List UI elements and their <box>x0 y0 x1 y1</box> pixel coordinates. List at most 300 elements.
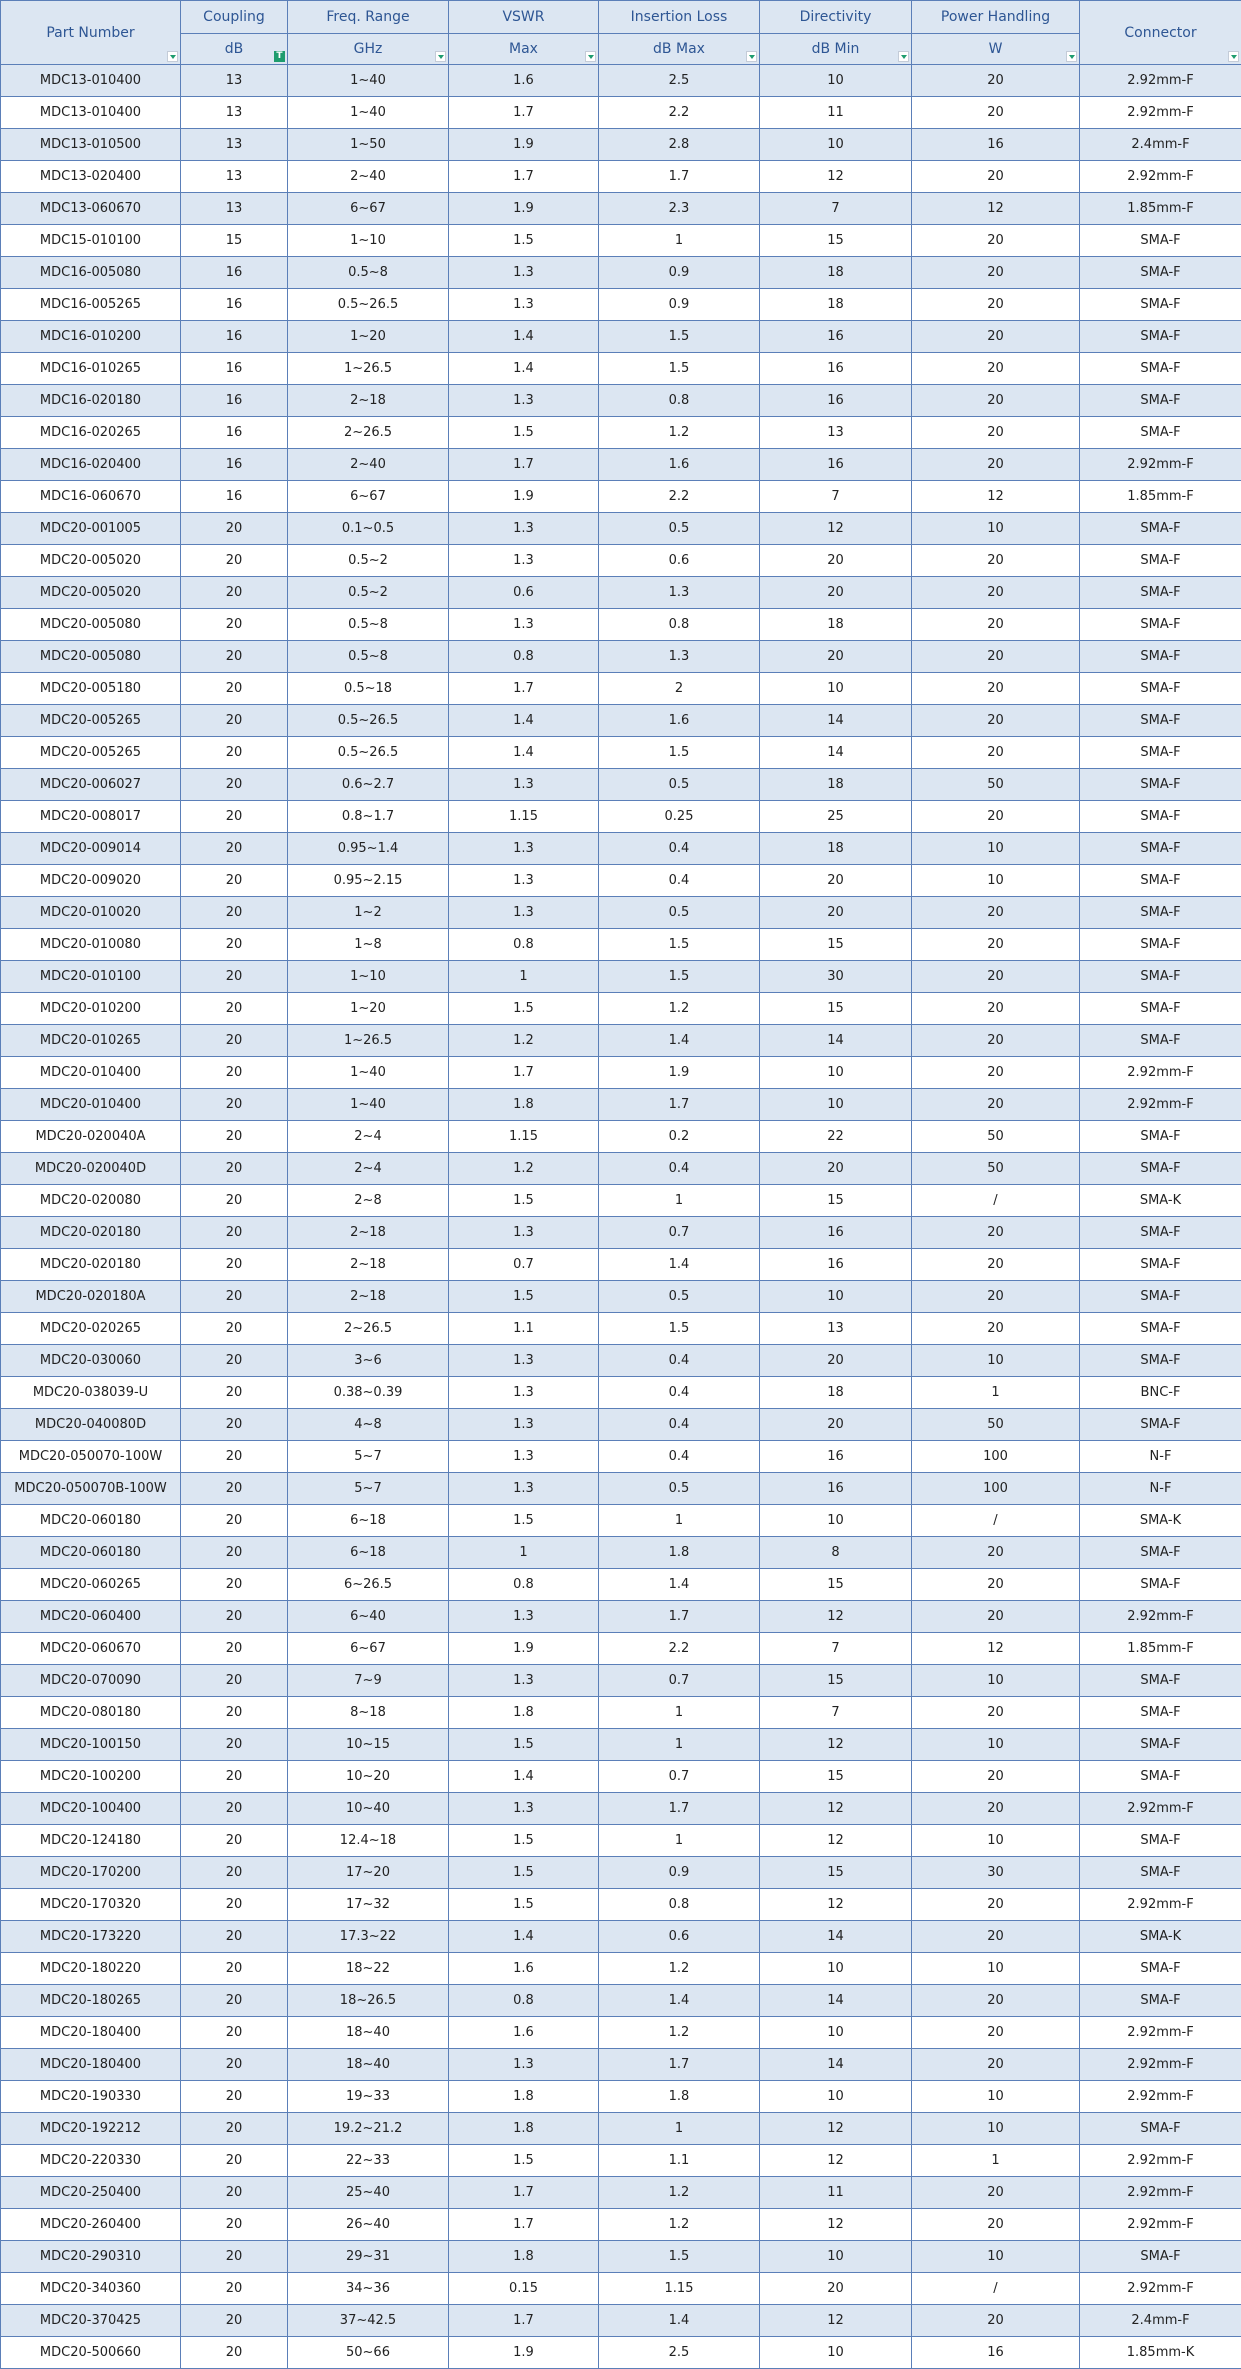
table-row <box>1 737 1241 769</box>
cell-directivity: 13 <box>760 1313 912 1345</box>
cell-vswr: 1.8 <box>449 2081 599 2113</box>
cell-connector: 2.92mm-F <box>1080 2273 1241 2305</box>
cell-vswr: 1.9 <box>449 481 599 513</box>
cell-power-handling: 20 <box>912 65 1080 97</box>
cell-power-handling: 20 <box>912 1569 1080 1601</box>
filter-power-handling-icon[interactable] <box>1066 51 1077 62</box>
filter-coupling-active-icon[interactable] <box>274 51 285 62</box>
cell-directivity: 20 <box>760 1153 912 1185</box>
table-row <box>1 2049 1241 2081</box>
cell-power-handling: 20 <box>912 257 1080 289</box>
cell-freq-range: 1~50 <box>288 129 449 161</box>
cell-insertion-loss: 1.4 <box>599 1569 760 1601</box>
cell-freq-range: 4~8 <box>288 1409 449 1441</box>
table-row <box>1 2145 1241 2177</box>
cell-directivity: 14 <box>760 705 912 737</box>
cell-insertion-loss: 1.5 <box>599 929 760 961</box>
cell-coupling: 20 <box>181 1249 288 1281</box>
cell-power-handling: 16 <box>912 2337 1080 2369</box>
cell-coupling: 20 <box>181 513 288 545</box>
filter-connector-icon[interactable] <box>1228 51 1239 62</box>
cell-freq-range: 10~20 <box>288 1761 449 1793</box>
cell-freq-range: 18~40 <box>288 2017 449 2049</box>
cell-insertion-loss: 0.25 <box>599 801 760 833</box>
cell-power-handling: 1 <box>912 2145 1080 2177</box>
cell-power-handling: 20 <box>912 1537 1080 1569</box>
cell-coupling: 20 <box>181 1377 288 1409</box>
cell-insertion-loss: 0.7 <box>599 1217 760 1249</box>
cell-coupling: 20 <box>181 1441 288 1473</box>
cell-directivity: 16 <box>760 1249 912 1281</box>
cell-part-number: MDC20-009014 <box>1 833 181 865</box>
cell-part-number: MDC20-060670 <box>1 1633 181 1665</box>
cell-part-number: MDC20-010020 <box>1 897 181 929</box>
cell-power-handling: 10 <box>912 1953 1080 1985</box>
cell-connector: SMA-F <box>1080 1025 1241 1057</box>
cell-part-number: MDC16-020400 <box>1 449 181 481</box>
cell-vswr: 1.4 <box>449 1761 599 1793</box>
cell-connector: SMA-F <box>1080 1345 1241 1377</box>
cell-insertion-loss: 0.5 <box>599 897 760 929</box>
cell-power-handling: 20 <box>912 1217 1080 1249</box>
cell-part-number: MDC13-010500 <box>1 129 181 161</box>
cell-coupling: 20 <box>181 2209 288 2241</box>
cell-coupling: 20 <box>181 737 288 769</box>
table-row <box>1 481 1241 513</box>
cell-insertion-loss: 0.7 <box>599 1665 760 1697</box>
table-row <box>1 225 1241 257</box>
cell-directivity: 11 <box>760 97 912 129</box>
table-row <box>1 897 1241 929</box>
cell-freq-range: 2~8 <box>288 1185 449 1217</box>
table-row <box>1 545 1241 577</box>
table-row <box>1 65 1241 97</box>
cell-insertion-loss: 1.7 <box>599 2049 760 2081</box>
cell-power-handling: 20 <box>912 1889 1080 1921</box>
cell-directivity: 15 <box>760 225 912 257</box>
header-connector-label: Connector <box>1124 24 1197 41</box>
cell-coupling: 20 <box>181 1153 288 1185</box>
cell-power-handling: 10 <box>912 1345 1080 1377</box>
cell-vswr: 1.5 <box>449 417 599 449</box>
cell-part-number: MDC20-192212 <box>1 2113 181 2145</box>
table-row <box>1 1601 1241 1633</box>
cell-coupling: 20 <box>181 2177 288 2209</box>
cell-directivity: 15 <box>760 1665 912 1697</box>
cell-freq-range: 37~42.5 <box>288 2305 449 2337</box>
cell-coupling: 20 <box>181 2337 288 2369</box>
cell-insertion-loss: 0.4 <box>599 1377 760 1409</box>
cell-vswr: 1.8 <box>449 1089 599 1121</box>
cell-freq-range: 6~67 <box>288 481 449 513</box>
cell-insertion-loss: 0.4 <box>599 833 760 865</box>
cell-insertion-loss: 1.4 <box>599 2305 760 2337</box>
cell-part-number: MDC20-010265 <box>1 1025 181 1057</box>
cell-connector: 1.85mm-F <box>1080 1633 1241 1665</box>
cell-directivity: 11 <box>760 2177 912 2209</box>
cell-part-number: MDC20-005265 <box>1 705 181 737</box>
cell-part-number: MDC20-020080 <box>1 1185 181 1217</box>
cell-connector: SMA-K <box>1080 1505 1241 1537</box>
cell-part-number: MDC13-020400 <box>1 161 181 193</box>
cell-directivity: 14 <box>760 1025 912 1057</box>
cell-insertion-loss: 1.7 <box>599 1089 760 1121</box>
cell-connector: SMA-F <box>1080 1857 1241 1889</box>
cell-part-number: MDC20-005180 <box>1 673 181 705</box>
table-row <box>1 1569 1241 1601</box>
cell-connector: SMA-F <box>1080 321 1241 353</box>
header-power-handling: Power Handling <box>912 1 1080 34</box>
header-part-number-label: Part Number <box>46 24 135 41</box>
cell-power-handling: 20 <box>912 673 1080 705</box>
cell-connector: SMA-F <box>1080 1569 1241 1601</box>
cell-vswr: 1.5 <box>449 225 599 257</box>
table-row <box>1 705 1241 737</box>
cell-connector: SMA-F <box>1080 1537 1241 1569</box>
cell-part-number: MDC16-010200 <box>1 321 181 353</box>
cell-freq-range: 2~4 <box>288 1153 449 1185</box>
unit-vswr-label: Max <box>509 41 538 57</box>
table-row <box>1 993 1241 1025</box>
cell-power-handling: 20 <box>912 961 1080 993</box>
cell-connector: 2.92mm-F <box>1080 2017 1241 2049</box>
cell-part-number: MDC20-010080 <box>1 929 181 961</box>
cell-part-number: MDC20-005080 <box>1 609 181 641</box>
unit-insertion-loss <box>599 34 760 65</box>
cell-directivity: 30 <box>760 961 912 993</box>
cell-part-number: MDC20-220330 <box>1 2145 181 2177</box>
filter-freq-range-icon[interactable] <box>435 51 446 62</box>
cell-freq-range: 0.1~0.5 <box>288 513 449 545</box>
cell-directivity: 16 <box>760 449 912 481</box>
cell-insertion-loss: 1.8 <box>599 1537 760 1569</box>
cell-part-number: MDC20-030060 <box>1 1345 181 1377</box>
cell-freq-range: 0.5~8 <box>288 257 449 289</box>
table-row <box>1 1697 1241 1729</box>
filter-directivity-icon[interactable] <box>898 51 909 62</box>
cell-freq-range: 2~18 <box>288 1281 449 1313</box>
cell-insertion-loss: 0.5 <box>599 513 760 545</box>
cell-part-number: MDC20-005265 <box>1 737 181 769</box>
cell-freq-range: 1~40 <box>288 65 449 97</box>
cell-power-handling: 20 <box>912 1601 1080 1633</box>
cell-coupling: 20 <box>181 545 288 577</box>
cell-freq-range: 1~26.5 <box>288 1025 449 1057</box>
cell-connector: 2.92mm-F <box>1080 1601 1241 1633</box>
cell-insertion-loss: 0.4 <box>599 1409 760 1441</box>
cell-vswr: 1.3 <box>449 1217 599 1249</box>
cell-vswr: 1.5 <box>449 1857 599 1889</box>
cell-directivity: 15 <box>760 1569 912 1601</box>
cell-coupling: 20 <box>181 833 288 865</box>
table-row <box>1 1345 1241 1377</box>
cell-coupling: 20 <box>181 609 288 641</box>
table-row <box>1 929 1241 961</box>
cell-freq-range: 1~20 <box>288 993 449 1025</box>
cell-power-handling: 30 <box>912 1857 1080 1889</box>
cell-part-number: MDC20-005020 <box>1 545 181 577</box>
cell-connector: SMA-F <box>1080 1409 1241 1441</box>
cell-connector: SMA-F <box>1080 2241 1241 2273</box>
cell-connector: SMA-F <box>1080 1761 1241 1793</box>
cell-insertion-loss: 1 <box>599 2113 760 2145</box>
cell-coupling: 20 <box>181 897 288 929</box>
cell-coupling: 20 <box>181 801 288 833</box>
cell-vswr: 0.15 <box>449 2273 599 2305</box>
table-row <box>1 289 1241 321</box>
cell-power-handling: 20 <box>912 1313 1080 1345</box>
cell-insertion-loss: 0.8 <box>599 1889 760 1921</box>
cell-insertion-loss: 1.4 <box>599 1025 760 1057</box>
cell-freq-range: 1~40 <box>288 1057 449 1089</box>
cell-directivity: 12 <box>760 2113 912 2145</box>
cell-coupling: 20 <box>181 1601 288 1633</box>
cell-part-number: MDC20-100200 <box>1 1761 181 1793</box>
cell-freq-range: 50~66 <box>288 2337 449 2369</box>
cell-vswr: 1.5 <box>449 993 599 1025</box>
table-row <box>1 2209 1241 2241</box>
table-row <box>1 2241 1241 2273</box>
cell-insertion-loss: 1.7 <box>599 161 760 193</box>
cell-power-handling: 20 <box>912 2305 1080 2337</box>
cell-vswr: 1.7 <box>449 2209 599 2241</box>
cell-coupling: 16 <box>181 417 288 449</box>
cell-connector: SMA-F <box>1080 1729 1241 1761</box>
table-row <box>1 1985 1241 2017</box>
cell-insertion-loss: 1.2 <box>599 1953 760 1985</box>
cell-freq-range: 1~40 <box>288 1089 449 1121</box>
cell-coupling: 16 <box>181 289 288 321</box>
cell-power-handling: 20 <box>912 577 1080 609</box>
cell-directivity: 22 <box>760 1121 912 1153</box>
cell-connector: 2.92mm-F <box>1080 2177 1241 2209</box>
table-row <box>1 1249 1241 1281</box>
cell-directivity: 10 <box>760 673 912 705</box>
cell-vswr: 1.9 <box>449 2337 599 2369</box>
cell-freq-range: 0.5~26.5 <box>288 705 449 737</box>
cell-directivity: 10 <box>760 1089 912 1121</box>
filter-insertion-loss-icon[interactable] <box>746 51 757 62</box>
table-row <box>1 257 1241 289</box>
cell-directivity: 10 <box>760 1505 912 1537</box>
cell-directivity: 10 <box>760 129 912 161</box>
cell-part-number: MDC16-020180 <box>1 385 181 417</box>
cell-insertion-loss: 2.5 <box>599 65 760 97</box>
cell-connector: SMA-F <box>1080 353 1241 385</box>
cell-vswr: 1.7 <box>449 2177 599 2209</box>
table-row <box>1 2273 1241 2305</box>
table-row <box>1 1825 1241 1857</box>
cell-connector: SMA-F <box>1080 769 1241 801</box>
cell-power-handling: 20 <box>912 705 1080 737</box>
cell-power-handling: 20 <box>912 929 1080 961</box>
cell-power-handling: 20 <box>912 1921 1080 1953</box>
cell-vswr: 1.3 <box>449 865 599 897</box>
cell-insertion-loss: 1.3 <box>599 641 760 673</box>
cell-freq-range: 29~31 <box>288 2241 449 2273</box>
table-row <box>1 609 1241 641</box>
cell-connector: SMA-F <box>1080 257 1241 289</box>
cell-connector: 2.92mm-F <box>1080 449 1241 481</box>
cell-coupling: 15 <box>181 225 288 257</box>
cell-power-handling: 50 <box>912 1409 1080 1441</box>
cell-power-handling: 1 <box>912 1377 1080 1409</box>
cell-coupling: 20 <box>181 1409 288 1441</box>
cell-freq-range: 0.6~2.7 <box>288 769 449 801</box>
cell-vswr: 1.3 <box>449 1473 599 1505</box>
cell-directivity: 16 <box>760 1473 912 1505</box>
table-row <box>1 1185 1241 1217</box>
cell-power-handling: 10 <box>912 1729 1080 1761</box>
header-insertion-loss: Insertion Loss <box>599 1 760 34</box>
cell-coupling: 20 <box>181 1313 288 1345</box>
cell-directivity: 12 <box>760 1601 912 1633</box>
cell-directivity: 18 <box>760 257 912 289</box>
filter-vswr-icon[interactable] <box>585 51 596 62</box>
cell-directivity: 18 <box>760 1377 912 1409</box>
cell-power-handling: 20 <box>912 1281 1080 1313</box>
cell-power-handling: 20 <box>912 1985 1080 2017</box>
cell-connector: N-F <box>1080 1441 1241 1473</box>
cell-part-number: MDC20-001005 <box>1 513 181 545</box>
cell-power-handling: 20 <box>912 289 1080 321</box>
cell-freq-range: 6~18 <box>288 1505 449 1537</box>
cell-coupling: 16 <box>181 481 288 513</box>
cell-power-handling: 10 <box>912 2113 1080 2145</box>
cell-coupling: 20 <box>181 2241 288 2273</box>
cell-connector: SMA-F <box>1080 929 1241 961</box>
cell-part-number: MDC20-010400 <box>1 1057 181 1089</box>
cell-vswr: 1.7 <box>449 161 599 193</box>
cell-part-number: MDC16-020265 <box>1 417 181 449</box>
cell-connector: SMA-F <box>1080 2113 1241 2145</box>
cell-power-handling: 20 <box>912 2017 1080 2049</box>
table-row <box>1 1505 1241 1537</box>
cell-directivity: 12 <box>760 161 912 193</box>
cell-directivity: 12 <box>760 1825 912 1857</box>
unit-directivity-label: dB Min <box>811 41 860 57</box>
cell-insertion-loss: 0.5 <box>599 1281 760 1313</box>
cell-power-handling: / <box>912 2273 1080 2305</box>
cell-insertion-loss: 0.4 <box>599 1153 760 1185</box>
cell-vswr: 1.4 <box>449 1921 599 1953</box>
cell-freq-range: 34~36 <box>288 2273 449 2305</box>
cell-part-number: MDC13-060670 <box>1 193 181 225</box>
cell-power-handling: 10 <box>912 2081 1080 2113</box>
cell-vswr: 1.5 <box>449 1505 599 1537</box>
cell-connector: SMA-F <box>1080 545 1241 577</box>
cell-connector: BNC-F <box>1080 1377 1241 1409</box>
cell-freq-range: 17.3~22 <box>288 1921 449 1953</box>
unit-coupling <box>181 34 288 65</box>
cell-power-handling: 10 <box>912 833 1080 865</box>
cell-insertion-loss: 1.4 <box>599 1985 760 2017</box>
cell-coupling: 20 <box>181 641 288 673</box>
cell-coupling: 20 <box>181 1281 288 1313</box>
cell-coupling: 20 <box>181 1057 288 1089</box>
cell-freq-range: 19~33 <box>288 2081 449 2113</box>
table-row <box>1 1313 1241 1345</box>
filter-part-number-icon[interactable] <box>167 51 178 62</box>
cell-directivity: 14 <box>760 2049 912 2081</box>
cell-part-number: MDC20-170200 <box>1 1857 181 1889</box>
cell-vswr: 1.3 <box>449 1377 599 1409</box>
cell-coupling: 20 <box>181 2273 288 2305</box>
table-row <box>1 1089 1241 1121</box>
cell-part-number: MDC20-370425 <box>1 2305 181 2337</box>
cell-freq-range: 2~18 <box>288 385 449 417</box>
cell-directivity: 20 <box>760 897 912 929</box>
cell-insertion-loss: 2.2 <box>599 481 760 513</box>
cell-insertion-loss: 1.2 <box>599 2209 760 2241</box>
cell-coupling: 20 <box>181 1505 288 1537</box>
cell-part-number: MDC20-060180 <box>1 1505 181 1537</box>
cell-connector: SMA-K <box>1080 1921 1241 1953</box>
cell-vswr: 1.2 <box>449 1153 599 1185</box>
cell-insertion-loss: 1.5 <box>599 1313 760 1345</box>
cell-freq-range: 6~40 <box>288 1601 449 1633</box>
table-row <box>1 1729 1241 1761</box>
cell-power-handling: 20 <box>912 801 1080 833</box>
header-vswr: VSWR <box>449 1 599 34</box>
cell-part-number: MDC20-080180 <box>1 1697 181 1729</box>
cell-directivity: 10 <box>760 2337 912 2369</box>
cell-vswr: 1.3 <box>449 1665 599 1697</box>
cell-vswr: 1.3 <box>449 897 599 929</box>
cell-part-number: MDC20-290310 <box>1 2241 181 2273</box>
cell-coupling: 20 <box>181 1345 288 1377</box>
cell-coupling: 20 <box>181 1825 288 1857</box>
cell-insertion-loss: 2 <box>599 673 760 705</box>
cell-freq-range: 6~18 <box>288 1537 449 1569</box>
cell-part-number: MDC20-038039-U <box>1 1377 181 1409</box>
cell-vswr: 1.9 <box>449 1633 599 1665</box>
cell-vswr: 1.4 <box>449 353 599 385</box>
cell-directivity: 15 <box>760 1857 912 1889</box>
cell-connector: SMA-F <box>1080 609 1241 641</box>
cell-coupling: 20 <box>181 1953 288 1985</box>
cell-freq-range: 0.5~8 <box>288 609 449 641</box>
cell-connector: 2.92mm-F <box>1080 161 1241 193</box>
cell-coupling: 16 <box>181 257 288 289</box>
cell-power-handling: 20 <box>912 353 1080 385</box>
cell-power-handling: 10 <box>912 1825 1080 1857</box>
cell-freq-range: 22~33 <box>288 2145 449 2177</box>
cell-part-number: MDC20-010100 <box>1 961 181 993</box>
cell-power-handling: 50 <box>912 1121 1080 1153</box>
cell-insertion-loss: 1.2 <box>599 2177 760 2209</box>
cell-directivity: 25 <box>760 801 912 833</box>
header-connector <box>1080 1 1241 65</box>
cell-insertion-loss: 2.2 <box>599 1633 760 1665</box>
cell-coupling: 20 <box>181 769 288 801</box>
cell-coupling: 20 <box>181 1793 288 1825</box>
table-row <box>1 1921 1241 1953</box>
cell-directivity: 12 <box>760 2209 912 2241</box>
cell-vswr: 1.5 <box>449 1281 599 1313</box>
cell-insertion-loss: 1.7 <box>599 1601 760 1633</box>
cell-connector: 2.4mm-F <box>1080 129 1241 161</box>
cell-power-handling: 20 <box>912 385 1080 417</box>
cell-part-number: MDC20-050070B-100W <box>1 1473 181 1505</box>
cell-power-handling: 10 <box>912 513 1080 545</box>
cell-part-number: MDC20-180220 <box>1 1953 181 1985</box>
cell-connector: 2.92mm-F <box>1080 1089 1241 1121</box>
cell-freq-range: 10~40 <box>288 1793 449 1825</box>
cell-freq-range: 0.5~26.5 <box>288 737 449 769</box>
cell-freq-range: 1~10 <box>288 225 449 257</box>
cell-part-number: MDC20-070090 <box>1 1665 181 1697</box>
